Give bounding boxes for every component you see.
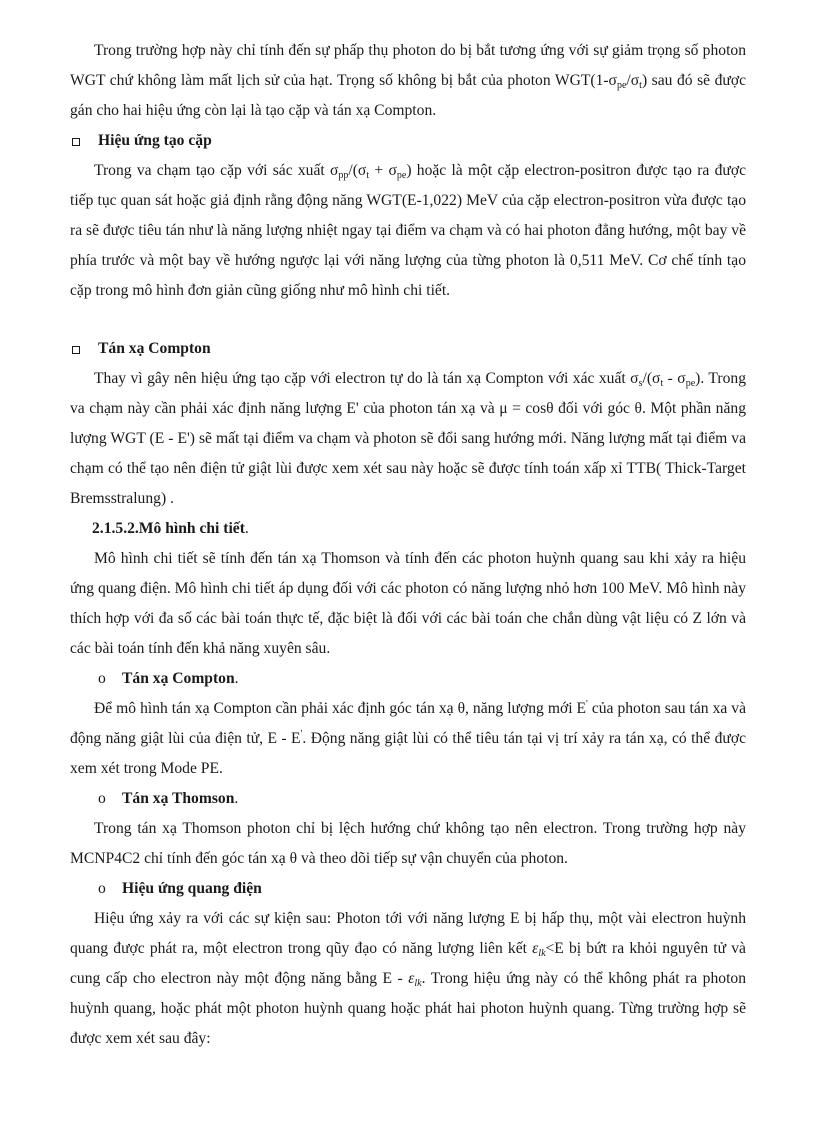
paragraph-absorption: Trong trường hợp này chỉ tính đến sự phấp thụ photon do bị bắt tương ứng với sự giảm trọng số photon WGT chứ không làm mất lịch sử của hạt. Trọng số không bị bắt của photon $WGT(1-\sigma_{pe}/\sigma_t)$ sau đó sẽ được gán cho hai hiệu ứng còn lại là tạo cặp và tán xạ Compton. — [70, 42, 746, 119]
circle-bullet-icon: o — [98, 670, 106, 687]
section-title-detailed-model: 2.1.5.2.Mô hình chi tiết. — [92, 520, 249, 537]
subheading-compton: o Tán xạ Compton. — [70, 664, 746, 694]
paragraph-pair-production: Trong va chạm tạo cặp với sác xuất $\sigma_{pp}/(\sigma_t + \sigma_{pe})$ hoặc là một cặp electron-positron được tạo ra được tiếp tục quan sát hoặc giả định rằng động năng WGT(E-1,022) MeV của cặp electron-positron vừa được tạo ra sẽ được tiêu tán như là năng lượng nhiệt ngay tại điểm va chạm và có hai photon đẳng hướng, một bay về phía trước và một bay về hướng ngược lại với năng lượng của từng photon là 0,511 MeV. Cơ chế tính tạo cặp trong mô hình đơn giản cũng giống như mô hình chi tiết. — [70, 162, 746, 299]
square-bullet-icon — [72, 346, 80, 354]
paragraph-compton: Thay vì gây nên hiệu ứng tạo cặp với electron tự do là tán xạ Compton với xác xuất $\sigma_s/(\sigma_t - \sigma_{pe})$. Trong va chạm này cần phải xác định năng lượng E' của photon tán xạ và μ = cosθ đối với góc θ. Một phần năng lượng WGT (E - E') sẽ mất tại điểm va chạm và photon sẽ đổi sang hướng mới. Năng lượng mất tại điểm va chạm có thể tạo nên điện tử giật lùi được xem xét sau này hoặc sẽ được tính toán xấp xỉ TTB( Thick-Target Bremsstralung) . — [70, 370, 746, 507]
heading-pair-production: Hiệu ứng tạo cặp — [70, 126, 746, 156]
paragraph-detailed-model: Mô hình chi tiết sẽ tính đến tán xạ Thomson và tính đến các photon huỳnh quang sau khi xảy ra hiệu ứng quang điện. Mô hình chi tiết áp dụng đối với các photon có năng lượng nhỏ hơn 100 MeV. Mô hình này thích hợp với đa số các bài toán thực tế, đặc biệt là đối với các bài toán che chắn dùng vật liệu có Z lớn và các bài toán tính đến khả năng xuyên sâu. — [70, 550, 746, 657]
square-bullet-icon — [72, 138, 80, 146]
subheading-photoelectric: o Hiệu ứng quang điện — [70, 874, 746, 904]
paragraph-thomson: Trong tán xạ Thomson photon chỉ bị lệch hướng chứ không tạo nên electron. Trong trường hợp này MCNP4C2 chỉ tính đến góc tán xạ θ và theo dõi tiếp sự vận chuyển của photon. — [70, 820, 746, 867]
subheading-thomson: o Tán xạ Thomson. — [70, 784, 746, 814]
heading-compton: Tán xạ Compton — [70, 334, 746, 364]
circle-bullet-icon: o — [98, 790, 106, 807]
paragraph-compton-detail: Để mô hình tán xạ Compton cần phải xác định góc tán xạ θ, năng lượng mới E' của photon sau tán xa và động năng giật lùi của điện tử, E - E'. Động năng giật lùi có thể tiêu tán tại vị trí xảy ra tán xạ, có thể được xem xét trong Mode PE. — [70, 699, 746, 777]
document-page — [70, 36, 746, 1054]
circle-bullet-icon: o — [98, 880, 106, 897]
spacer — [70, 306, 746, 334]
paragraph-photoelectric: Hiệu ứng xảy ra với các sự kiện sau: Photon tới với năng lượng E bị hấp thụ, một vài electron huỳnh quang được phát ra, một electron trong qũy đạo có năng lượng liên kết $\varepsilon_{lk}<E$ bị bứt ra khỏi nguyên tử và cung cấp cho electron này một động năng bằng E - $\varepsilon_{lk}$. Trong hiệu ứng này có thể không phát ra photon huỳnh quang, hoặc phát một photon huỳnh quang hoặc phát hai photon huỳnh quang. Từng trường hợp sẽ được xem xét sau đây: — [70, 910, 746, 1047]
